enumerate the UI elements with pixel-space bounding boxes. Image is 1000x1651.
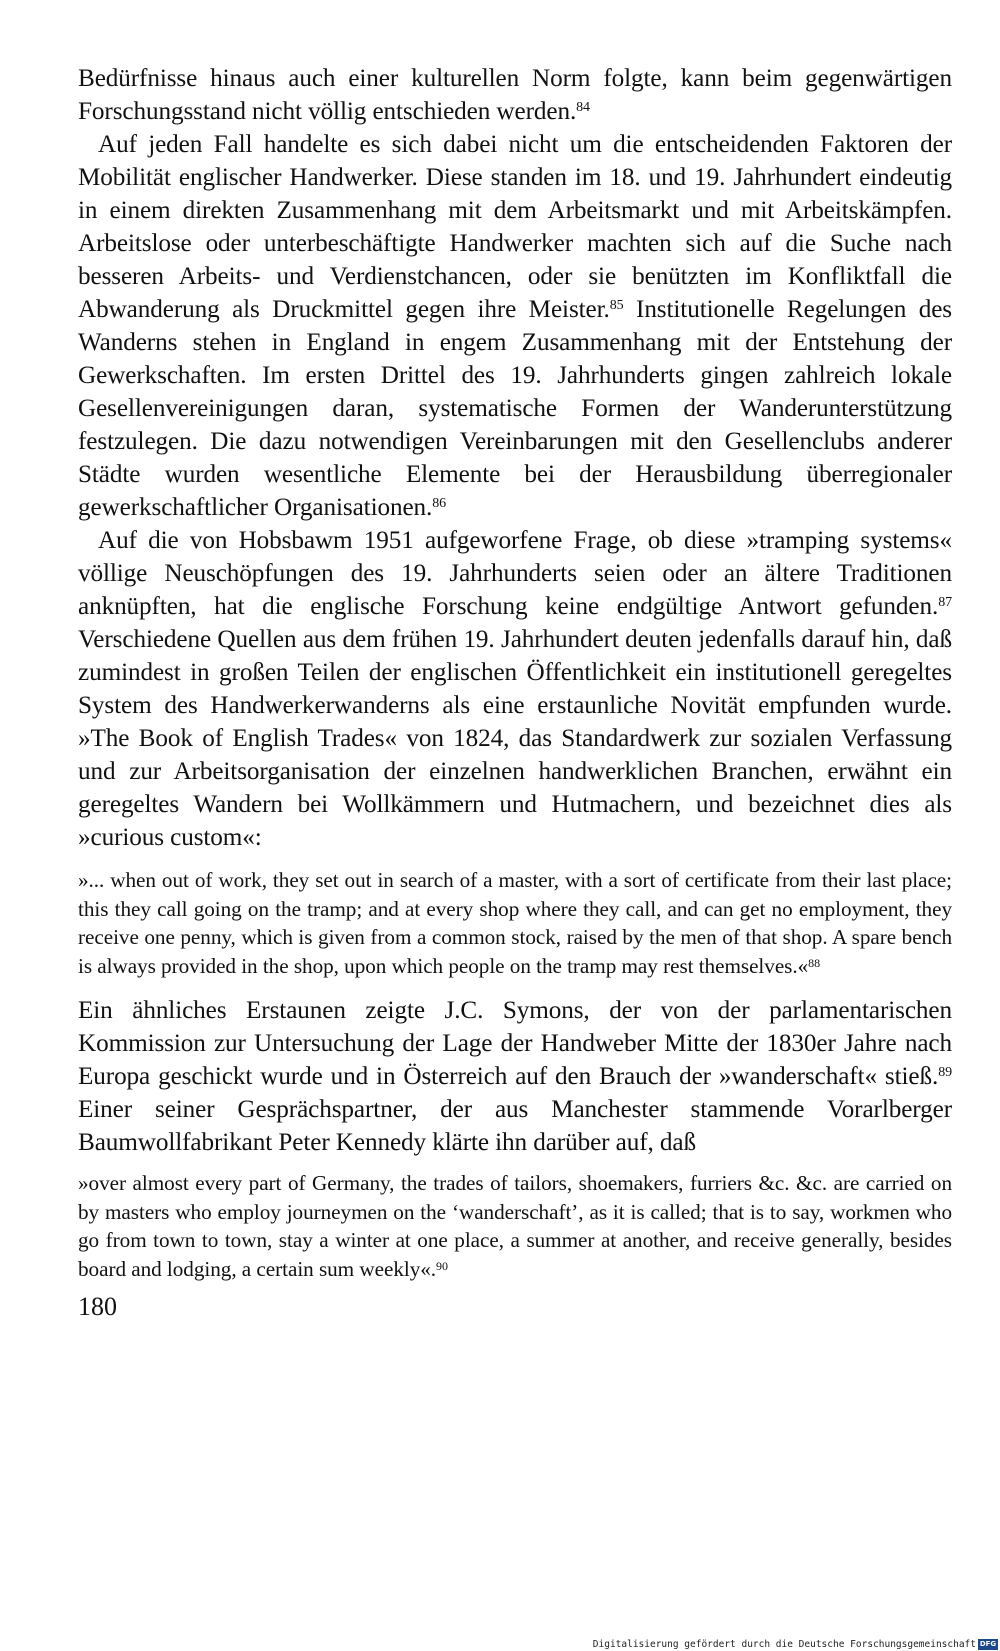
paragraph-1 [78, 62, 952, 128]
block-quote-1 [78, 866, 952, 980]
paragraph-4-text-a: Ein ähnliches Erstaunen zeigte J.C. Symons, der von der parlamentarischen Kommission zur Untersuchung der Lage der Handweber Mitte der 1830er Jahre nach Europa geschickt wurde und in Österreich auf den Brauch der »wanderschaft« stieß. [78, 997, 952, 1090]
page-number: 180 [78, 1292, 117, 1321]
paragraph-3 [78, 524, 952, 854]
paragraph-2 [78, 128, 952, 524]
block-quote-2-text: »over almost every part of Germany, the trades of tailors, shoemakers, furriers &c. &c. are carried on by masters who employ journeymen on the ‘wanderschaft’, as it is called; that is to say, workmen who go from town to town, stay a winter at one place, a summer at another, and receive generally, besides board and lodging, a certain sum weekly«. [78, 1171, 952, 1281]
paragraph-3-text-a: Auf die von Hobsbawm 1951 aufgeworfene Frage, ob diese »tramping systems« völlige Neuschöpfungen des 19. Jahrhunderts seien oder an ältere Traditionen anknüpften, hat die englische Forschung keine endgültige Antwort gefunden. [78, 527, 952, 620]
dfg-logo-icon: DFG [979, 1640, 997, 1648]
paragraph-4 [78, 994, 952, 1159]
page-body [78, 62, 952, 1283]
paragraph-1-text: Bedürfnisse hinaus auch einer kulturellen Norm folgte, kann beim gegenwärtigen Forschungsstand nicht völlig entschieden werden. [78, 65, 952, 125]
footnote-ref-85[interactable]: 85 [609, 298, 624, 313]
footnote-ref-84[interactable]: 84 [576, 100, 590, 115]
footnote-ref-87[interactable]: 87 [938, 595, 952, 610]
footnote-ref-88[interactable]: 88 [808, 955, 821, 970]
footnote-ref-90[interactable]: 90 [436, 1258, 448, 1273]
paragraph-2-text-a: Auf jeden Fall handelte es sich dabei nicht um die entscheidenden Faktoren der Mobilität englischer Handwerker. Diese standen im 18. und 19. Jahrhundert eindeutig in einem direkten Zusammenhang mit dem Arbeitsmarkt und mit Arbeitskämpfen. Arbeitslose oder unterbeschäftigte Handwerker machten sich auf die Suche nach besseren Arbeits- und Verdienstchancen, oder sie benützten im Konfliktfall die Abwanderung als Druckmittel gegen ihre Meister. [78, 131, 952, 323]
digitization-footer [0, 1637, 1000, 1651]
block-quote-1-text: »... when out of work, they set out in search of a master, with a sort of certificate from their last place; this they call going on the tramp; and at every shop where they call, and can get no employment, they receive one penny, which is given from a common stock, raised by the men of that shop. A spare bench is always provided in the shop, upon which people on the tramp may rest themselves.« [78, 868, 952, 978]
paragraph-2-text-b: Institutionelle Regelungen des Wanderns stehen in England in engem Zusammenhang mit der Entstehung der Gewerkschaften. Im ersten Drittel des 19. Jahrhunderts gingen zahlreich lokale Gesellenvereinigungen daran, systematische Formen der Wanderunterstützung festzulegen. Die dazu notwendigen Vereinbarungen mit den Gesellenclubs anderer Städte wurden wesentliche Elemente bei der Herausbildung überregionaler gewerkschaftlicher Organisationen. [78, 296, 952, 521]
paragraph-4-text-b: Einer seiner Gesprächspartner, der aus Manchester stammende Vorarlberger Baumwollfabrikant Peter Kennedy klärte ihn darüber auf, daß [78, 1096, 952, 1156]
footnote-ref-86[interactable]: 86 [432, 496, 447, 511]
funding-notice: Digitalisierung gefördert durch die Deutsche Forschungsgemeinschaft [592, 1639, 976, 1650]
block-quote-2 [78, 1169, 952, 1283]
paragraph-3-text-b: Verschiedene Quellen aus dem frühen 19. Jahrhundert deuten jedenfalls darauf hin, daß zumindest in großen Teilen der englischen Öffentlichkeit ein institutionell geregeltes System des Handwerkerwanderns als eine erstaunliche Novität empfunden wurde. »The Book of English Trades« von 1824, das Standardwerk zur sozialen Verfassung und zur Arbeitsorganisation der einzelnen handwerklichen Branchen, erwähnt ein geregeltes Wandern bei Wollkämmern und Hutmachern, und bezeichnet dies als »curious custom«: [78, 626, 952, 851]
footnote-ref-89[interactable]: 89 [938, 1065, 952, 1080]
